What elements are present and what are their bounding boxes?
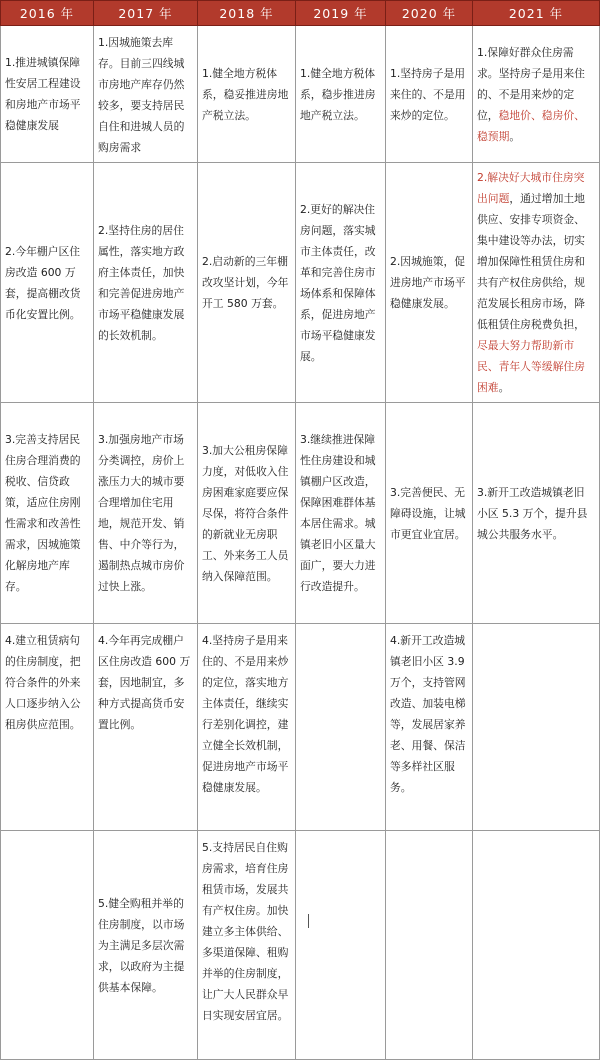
header-2019: 2019 年 — [296, 1, 386, 26]
cell-2017: 1.因城施策去库存。目前三四线城市房地产库存仍然较多，要支持居民自住和进城人员的购房需求 — [94, 26, 198, 163]
cell-text: 。 — [509, 129, 521, 143]
cell-2021 — [473, 831, 600, 1060]
cell-2017: 2.坚持住房的居住属性，落实地方政府主体责任，加快和完善促进房地产市场平稳健康发展的长效机制。 — [94, 163, 198, 403]
cell-2019: 2.更好的解决住房问题，落实城市主体责任，改革和完善住房市场体系和保障体系，促进房地产市场平稳健康发展。 — [296, 163, 386, 403]
table-row — [1, 624, 600, 831]
cell-2018: 4.坚持房子是用来住的、不是用来炒的定位，落实地方主体责任，继续实行差别化调控，建立健全长效机制，促进房地产市场平稳健康发展。 — [198, 624, 296, 831]
cell-2017: 5.健全购租并举的住房制度，以市场为主满足多层次需求，以政府为主提供基本保障。 — [94, 831, 198, 1060]
cell-2020: 2.因城施策，促进房地产市场平稳健康发展。 — [386, 163, 473, 403]
cell-2020: 1.坚持房子是用来住的、不是用来炒的定位。 — [386, 26, 473, 163]
highlight-text: 稳地价、稳房价、稳预期 — [477, 108, 585, 143]
cell-2021 — [473, 163, 600, 403]
table-row — [1, 26, 600, 163]
cell-text: ，通过增加土地供应、安排专项资金、集中建设等办法，切实增加保障性租赁住房和共有产权住房供给，规范发展长租房市场，降低租赁住房税费负担， — [477, 192, 585, 331]
cell-2020 — [386, 831, 473, 1060]
cell-2017: 4.今年再完成棚户区住房改造 600 万套，因地制宜，多种方式提高货币安置比例。 — [94, 624, 198, 831]
cell-2019: 3.继续推进保障性住房建设和城镇棚户区改造，保障困难群体基本居住需求。城镇老旧小区量大面广，要大力进行改造提升。 — [296, 403, 386, 624]
cell-2020: 3.完善便民、无障碍设施，让城市更宜业宜居。 — [386, 403, 473, 624]
cell-2016: 3.完善支持居民住房合理消费的税收、信贷政策，适应住房刚性需求和改善性需求，因城施策化解房地产库存。 — [1, 403, 94, 624]
cell-2018: 1.健全地方税体系，稳妥推进房地产税立法。 — [198, 26, 296, 163]
cell-2019 — [296, 831, 386, 1060]
header-2016: 2016 年 — [1, 1, 94, 26]
header-2021: 2021 年 — [473, 1, 600, 26]
text-cursor — [308, 914, 309, 928]
highlight-text: 2.解决好大城市住房突出问题 — [477, 171, 585, 205]
header-2017: 2017 年 — [94, 1, 198, 26]
cell-2016 — [1, 831, 94, 1060]
cell-2019 — [296, 624, 386, 831]
cell-2018: 3.加大公租房保障力度，对低收入住房困难家庭要应保尽保，将符合条件的新就业无房职工、外来务工人员纳入保障范围。 — [198, 403, 296, 624]
cell-2020: 4.新开工改造城镇老旧小区 3.9 万个，支持管网改造、加装电梯等，发展居家养老、用餐、保洁等多样社区服务。 — [386, 624, 473, 831]
table-row — [1, 163, 600, 403]
table-row — [1, 831, 600, 1060]
cell-text: 1.保障好群众住房需求。坚持房子是用来住的、不是用来炒的定位， — [477, 45, 585, 122]
header-2018: 2018 年 — [198, 1, 296, 26]
cell-2016: 4.建立租赁病句的住房制度，把符合条件的外来人口逐步纳入公租房供应范围。 — [1, 624, 94, 831]
highlight-text: 尽最大努力帮助新市民、青年人等缓解住房困难 — [477, 339, 585, 394]
cell-2021 — [473, 624, 600, 831]
cell-2018: 5.支持居民自住购房需求，培育住房租赁市场，发展共有产权住房。加快建立多主体供给、多渠道保障、租购并举的住房制度，让广大人民群众早日实现安居宜居。 — [198, 831, 296, 1060]
header-row — [1, 1, 600, 26]
table-row — [1, 403, 600, 624]
cell-2017: 3.加强房地产市场分类调控，房价上涨压力大的城市要合理增加住宅用地，规范开发、销售、中介等行为，遏制热点城市房价过快上涨。 — [94, 403, 198, 624]
cell-2021: 3.新开工改造城镇老旧小区 5.3 万个，提升县城公共服务水平。 — [473, 403, 600, 624]
cell-2016: 2.今年棚户区住房改造 600 万套，提高棚改货币化安置比例。 — [1, 163, 94, 403]
header-2020: 2020 年 — [386, 1, 473, 26]
cell-2019: 1.健全地方税体系，稳步推进房地产税立法。 — [296, 26, 386, 163]
cell-2021 — [473, 26, 600, 163]
cell-2016: 1.推进城镇保障性安居工程建设和房地产市场平稳健康发展 — [1, 26, 94, 163]
cell-text: 。 — [498, 381, 510, 394]
cell-2018: 2.启动新的三年棚改攻坚计划，今年开工 580 万套。 — [198, 163, 296, 403]
